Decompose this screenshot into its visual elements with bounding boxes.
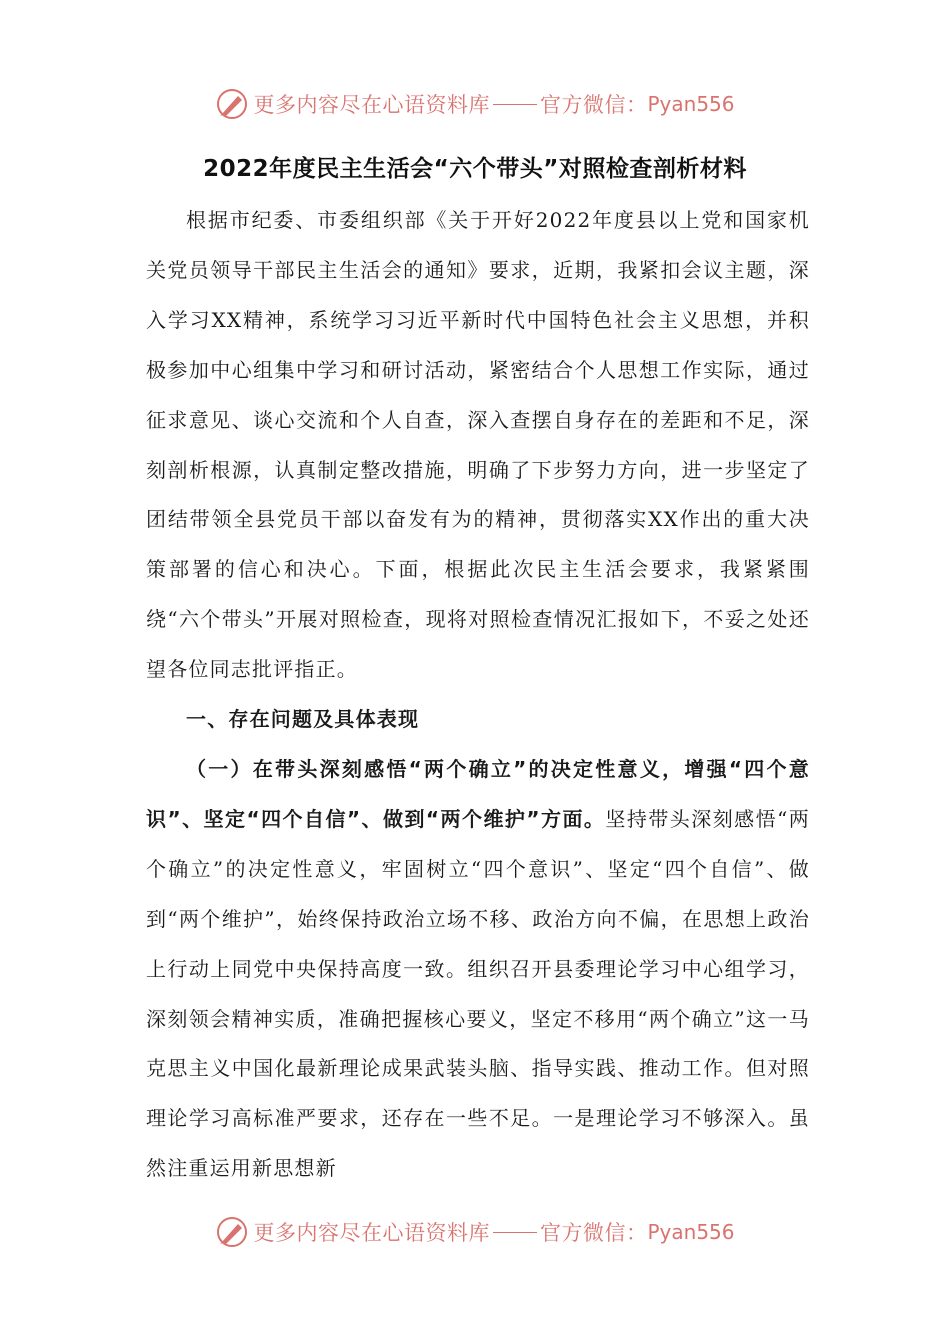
watermark-footer bbox=[0, 1212, 950, 1252]
intro-paragraph: 根据市纪委、市委组织部《关于开好2022年度县以上党和国家机关党员领导干部民主生活会的通知》要求，近期，我紧扣会议主题，深入学习XX精神，系统学习习近平新时代中国特色社会主义思想，并积极参加中心组集中学习和研讨活动，紧密结合个人思想工作实际，通过征求意见、谈心交流和个人自查，深入查摆自身存在的差距和不足，深刻剖析根源，认真制定整改措施，明确了下步努力方向，进一步坚定了团结带领全县党员干部以奋发有为的精神，贯彻落实XX作出的重大决策部署的信心和决心。下面，根据此次民主生活会要求，我紧紧围绕“六个带头”开展对照检查，现将对照检查情况汇报如下，不妥之处还望各位同志批评指正。 bbox=[146, 208, 810, 682]
watermark-dash bbox=[493, 1232, 537, 1233]
section-heading: 一、存在问题及具体表现 bbox=[186, 707, 420, 732]
watermark-text: 更多内容尽在心语资料库 bbox=[253, 1221, 490, 1245]
watermark-contact-label: 官方微信： bbox=[539, 93, 648, 117]
subsection-paragraph bbox=[146, 745, 810, 1194]
subsection-lead: （一）在带头深刻感悟“两个确立”的决定性意义，增强“四个意识”、坚定“四个自信”、做到“两个维护”方面。 bbox=[146, 756, 810, 831]
watermark-contact-label: 官方微信： bbox=[539, 1221, 648, 1245]
subsection-body: 坚持带头深刻感悟“两个确立”的决定性意义，牢固树立“四个意识”、坚定“四个自信”、做到“两个维护”，始终保持政治立场不移、政治方向不偏，在思想上政治上行动上同党中央保持高度一致。组织召开县委理论学习中心组学习，深刻领会精神实质，准确把握核心要义，坚定不移用“两个确立”这一马克思主义中国化最新理论成果武装头脑、指导实践、推动工作。但对照理论学习高标准严要求，还存在一些不足。一是理论学习不够深入。虽然注重运用新思想新 bbox=[146, 806, 810, 1181]
watermark-header bbox=[0, 84, 950, 124]
document-title: 2022年度民主生活会“六个带头”对照检查剖析材料 bbox=[203, 156, 747, 182]
watermark-dash bbox=[493, 104, 537, 105]
watermark-contact-id: Pyan556 bbox=[647, 92, 735, 116]
pen-logo-icon bbox=[215, 87, 249, 121]
watermark-contact-id: Pyan556 bbox=[647, 1220, 735, 1244]
watermark-text: 更多内容尽在心语资料库 bbox=[253, 93, 490, 117]
pen-logo-icon bbox=[215, 1215, 249, 1249]
document-body bbox=[146, 196, 810, 1194]
